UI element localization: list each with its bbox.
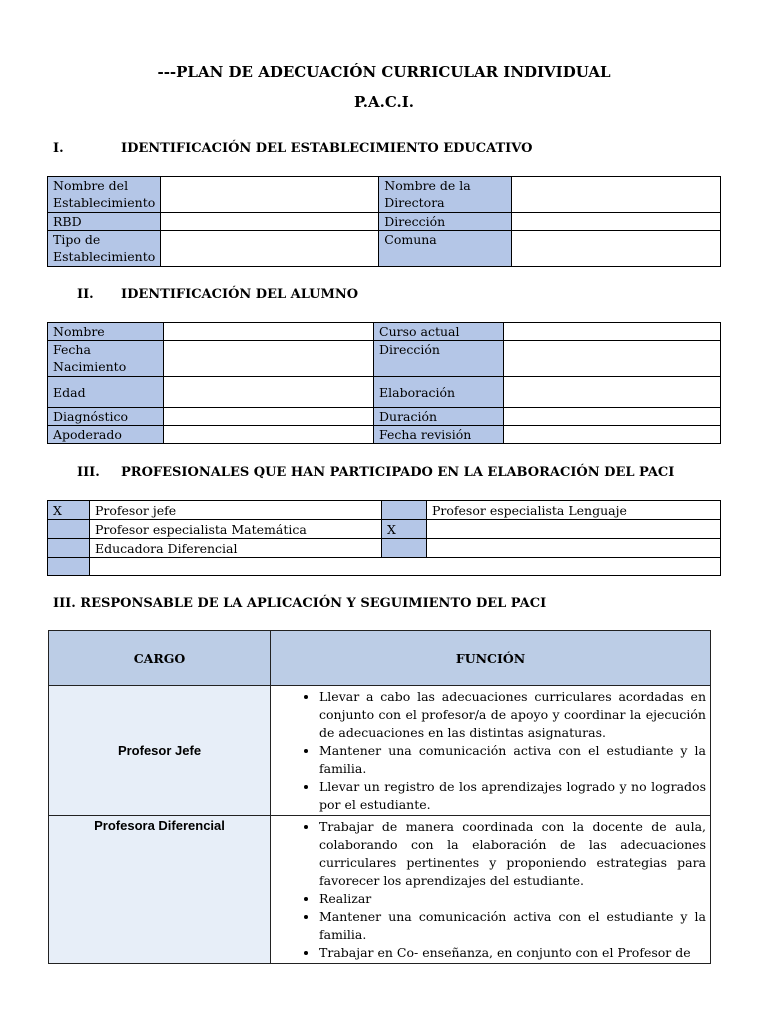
table-row [48,231,721,267]
value-cell[interactable] [512,213,721,231]
label-cell: Comuna [379,231,512,267]
value-cell[interactable] [164,377,374,408]
check-cell[interactable] [48,539,90,558]
value-cell[interactable] [504,323,721,341]
professional-cell [427,539,721,558]
value-cell[interactable] [504,408,721,426]
professionals-table [47,500,721,576]
value-cell[interactable] [512,231,721,267]
section4-heading: III. RESPONSABLE DE LA APLICACIÓN Y SEGUIMIENTO DEL PACI [53,596,547,611]
label-cell: Nombre del Establecimiento [48,177,161,213]
document-title: ---PLAN DE ADECUACIÓN CURRICULAR INDIVIDUAL [157,63,611,81]
table-row [49,816,711,964]
professional-cell: Profesor especialista Matemática [90,520,382,539]
label-cell: Curso actual [374,323,504,341]
value-cell[interactable] [161,231,379,267]
establishment-table [47,176,721,267]
cargo-cell: Profesor Jefe [49,686,271,816]
professional-cell [427,520,721,539]
value-cell[interactable] [504,377,721,408]
label-cell: Dirección [379,213,512,231]
check-cell[interactable] [48,520,90,539]
document-subtitle: P.A.C.I. [353,93,414,111]
value-cell[interactable] [504,426,721,444]
value-cell[interactable] [164,323,374,341]
table-row [48,341,721,377]
function-cell [271,816,711,964]
column-header-funcion: FUNCIÓN [271,631,711,686]
list-item: • Realizar [319,890,706,908]
function-cell [271,686,711,816]
check-cell[interactable] [48,558,90,576]
professional-cell: Educadora Diferencial [90,539,382,558]
section3-heading: PROFESIONALES QUE HAN PARTICIPADO EN LA ELABORACIÓN DEL PACI [121,465,675,480]
responsibles-table [48,630,711,964]
list-item: • Llevar un registro de los aprendizajes logrado y no logrados por el estudiante. [319,778,706,814]
student-table [47,322,721,444]
value-cell[interactable] [512,177,721,213]
value-cell[interactable] [161,213,379,231]
check-cell[interactable]: X [48,501,90,520]
check-cell[interactable] [382,501,427,520]
label-cell: Fecha revisión [374,426,504,444]
table-row [48,558,721,576]
value-cell[interactable] [164,426,374,444]
professional-cell: Profesor especialista Lenguaje [427,501,721,520]
label-cell: Elaboración [374,377,504,408]
section1-number: I. [53,141,64,156]
label-cell: Tipo de Establecimiento [48,231,161,267]
cargo-cell: Profesora Diferencial [49,816,271,964]
section2-number: II. [77,287,94,302]
table-row [48,426,721,444]
section3-number: III. [77,465,100,480]
value-cell[interactable] [504,341,721,377]
table-header-row [49,631,711,686]
label-cell: RBD [48,213,161,231]
list-item: • Trabajar de manera coordinada con la docente de aula, colaborando con la elaboración de las adecuaciones curriculares pertinentes y proponiendo estrategias para favorecer los aprendizajes del estudiante. [319,818,706,890]
label-cell: Apoderado [48,426,164,444]
value-cell[interactable] [161,177,379,213]
check-cell[interactable] [382,539,427,558]
label-cell: Diagnóstico [48,408,164,426]
column-header-cargo: CARGO [49,631,271,686]
label-cell: Nombre de la Directora [379,177,512,213]
label-cell: Dirección [374,341,504,377]
table-row [49,686,711,816]
table-row [48,539,721,558]
section2-heading: IDENTIFICACIÓN DEL ALUMNO [121,287,359,302]
value-cell[interactable] [164,408,374,426]
professional-cell: Profesor jefe [90,501,382,520]
table-row [48,177,721,213]
check-cell[interactable]: X [382,520,427,539]
table-row [48,213,721,231]
list-item: • Mantener una comunicación activa con el estudiante y la familia. [319,742,706,778]
table-row [48,501,721,520]
label-cell: Nombre [48,323,164,341]
professional-cell [90,558,721,576]
function-list [275,688,706,814]
table-row [48,520,721,539]
list-item: • Mantener una comunicación activa con el estudiante y la familia. [319,908,706,944]
table-row [48,323,721,341]
list-item: • Llevar a cabo las adecuaciones curriculares acordadas en conjunto con el profesor/a de apoyo y coordinar la ejecución de adecuaciones en las distintas asignaturas. [319,688,706,742]
table-row [48,408,721,426]
function-list [275,818,706,962]
value-cell[interactable] [164,341,374,377]
table-row [48,377,721,408]
section1-heading: IDENTIFICACIÓN DEL ESTABLECIMIENTO EDUCATIVO [121,141,533,156]
label-cell: Duración [374,408,504,426]
label-cell: Fecha Nacimiento [48,341,164,377]
list-item: • Trabajar en Co- enseñanza, en conjunto con el Profesor de [319,944,706,962]
label-cell: Edad [48,377,164,408]
